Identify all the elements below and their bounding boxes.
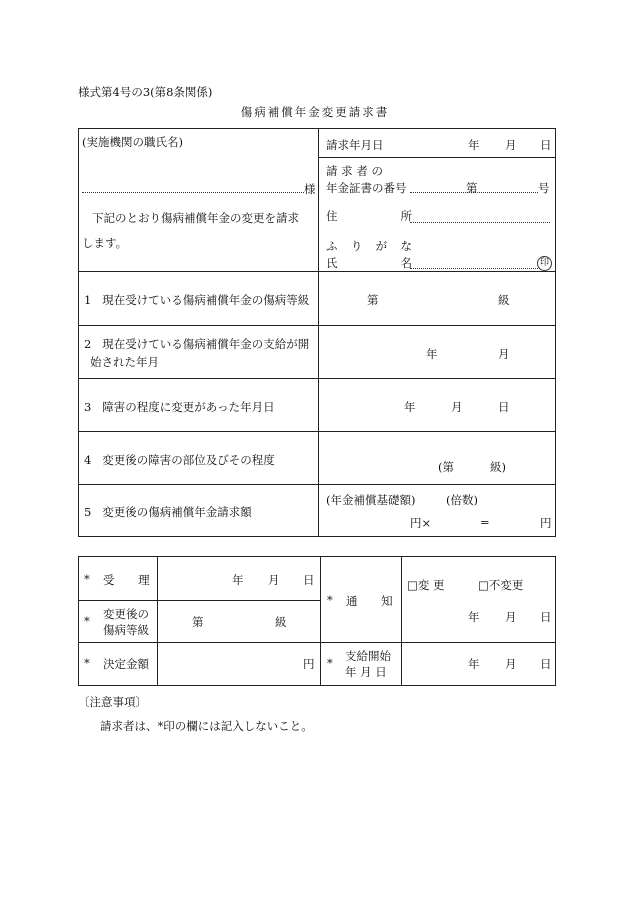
item-2-year: 年 xyxy=(426,347,438,361)
changed-grade-kyu: 級 xyxy=(275,615,287,629)
seal-mark: 印 xyxy=(537,254,552,271)
payment-start-label-2: 年 月 日 xyxy=(345,665,387,679)
notice-month: 月 xyxy=(505,610,517,624)
item-1-kyu: 級 xyxy=(498,293,510,307)
claimant-label-1: 請 求 者 の xyxy=(326,164,383,178)
changed-grade-label-2: 傷病等級 xyxy=(103,623,149,637)
main-form-table xyxy=(78,128,556,537)
payment-start-asterisk: * xyxy=(327,656,333,670)
item-5-yen: 円 xyxy=(540,516,552,530)
decision-amount-yen: 円 xyxy=(303,657,315,671)
request-date-label: 請求年月日 xyxy=(326,138,384,152)
request-date-day: 日 xyxy=(540,138,552,152)
item-5-equals: = xyxy=(480,515,490,529)
item-5-yen-times: 円× xyxy=(410,516,432,530)
item-2-month: 月 xyxy=(498,347,510,361)
received-asterisk: * xyxy=(84,572,90,586)
payment-start-month: 月 xyxy=(505,657,517,671)
no-change-checkbox[interactable]: □不変更 xyxy=(478,578,524,592)
form-title: 傷病補償年金変更請求書 xyxy=(240,105,390,119)
changed-grade-dai: 第 xyxy=(192,615,204,629)
item-4-label: 4 変更後の障害の部位及びその程度 xyxy=(84,453,275,467)
address-label: 住 所 xyxy=(326,209,412,223)
name-field[interactable] xyxy=(410,268,540,269)
change-checkbox[interactable]: □変 更 xyxy=(407,578,445,592)
item-4-dai: (第 xyxy=(438,460,454,474)
payment-start-day: 日 xyxy=(540,657,552,671)
item-5-multiplier-label: (倍数) xyxy=(446,493,478,507)
item-5-base-label: (年金補償基礎額) xyxy=(326,493,416,507)
notes-heading: 〔注意事項〕 xyxy=(78,695,147,709)
grade-asterisk: * xyxy=(84,614,90,628)
notes-text: 請求者は、*印の欄には記入しないこと。 xyxy=(100,719,313,733)
claimant-label-2: 年金証書の番号 xyxy=(326,181,407,195)
item-3-year: 年 xyxy=(404,400,416,414)
pension-number-dai: 第 xyxy=(466,181,478,195)
address-field[interactable] xyxy=(410,222,550,223)
received-month: 月 xyxy=(268,573,280,587)
payment-start-label-1: 支給開始 xyxy=(345,649,391,663)
request-date-year: 年 xyxy=(468,138,480,152)
furigana-label: ふ り が な xyxy=(326,239,412,253)
institution-label: (実施機関の職氏名) xyxy=(82,135,183,149)
item-5-label: 5 変更後の傷病補償年金請求額 xyxy=(84,505,252,519)
changed-grade-label-1: 変更後の xyxy=(103,607,149,621)
request-date-month: 月 xyxy=(505,138,517,152)
name-label: 氏 名 xyxy=(326,256,412,270)
item-1-label: 1 現在受けている傷病補償年金の傷病等級 xyxy=(84,293,310,307)
notice-asterisk: * xyxy=(327,593,333,607)
institution-field[interactable] xyxy=(82,192,304,193)
notice-year: 年 xyxy=(468,610,480,624)
pension-number-gou: 号 xyxy=(538,181,550,195)
item-1-dai: 第 xyxy=(367,293,379,307)
form-number: 様式第4号の3(第8条関係) xyxy=(78,85,213,99)
item-3-label: 3 障害の程度に変更があった年月日 xyxy=(84,400,275,414)
payment-start-year: 年 xyxy=(468,657,480,671)
notice-day: 日 xyxy=(540,610,552,624)
request-text-line1: 下記のとおり傷病補償年金の変更を請求 xyxy=(92,211,299,225)
item-4-kyu: 級) xyxy=(490,460,506,474)
item-2-label-line2: 始された年月 xyxy=(90,355,159,369)
decision-asterisk: * xyxy=(84,656,90,670)
item-2-label: 2 現在受けている傷病補償年金の支給が開 xyxy=(84,337,310,351)
decision-amount-label: 決定金額 xyxy=(103,657,149,671)
request-text-line2: します。 xyxy=(82,236,128,250)
received-year: 年 xyxy=(232,573,244,587)
received-label: 受 理 xyxy=(103,573,160,587)
item-3-day: 日 xyxy=(498,400,510,414)
notice-label: 通 知 xyxy=(346,594,403,608)
item-3-month: 月 xyxy=(451,400,463,414)
received-day: 日 xyxy=(303,573,315,587)
sama-label: 様 xyxy=(304,182,316,196)
